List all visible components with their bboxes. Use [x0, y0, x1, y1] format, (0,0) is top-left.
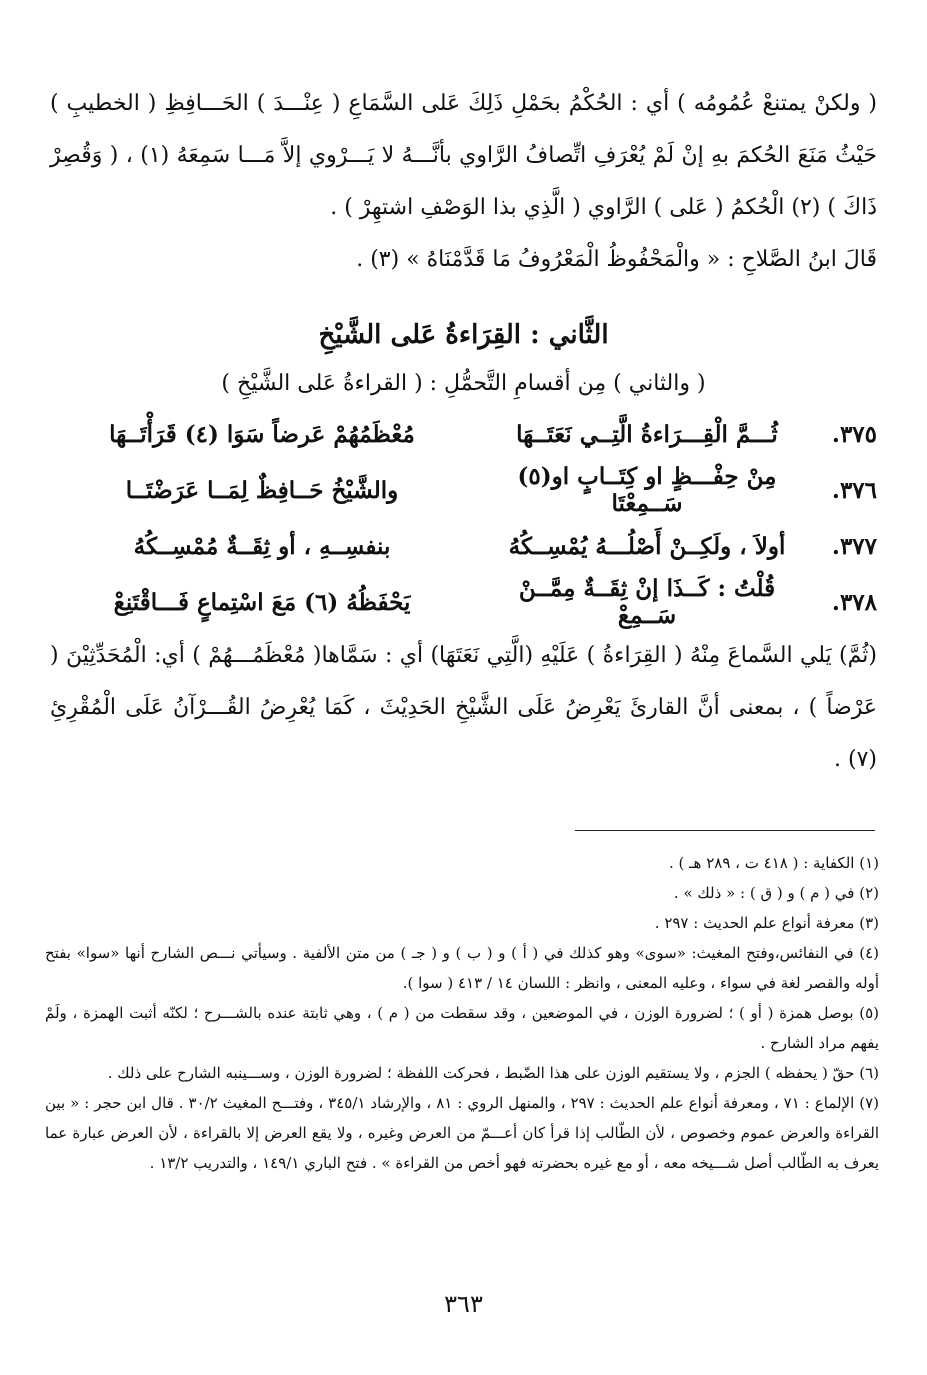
footnote-6: (٦) حقّ ( يحفظه ) الجزم ، ولا يستقيم الوزن على هذا الضّبط ، فحركت اللفظة ؛ لضرورة الوزن ، وســـينبه الشارح على ذلك .: [107, 1064, 879, 1082]
verse-number: ٣٧٧.: [831, 532, 877, 560]
paragraph-2: قَالَ ابنُ الصَّلاحِ : « والْمَحْفُوظُ الْمَعْرُوفُ مَا قَدَّمْنَاهُ » (٣) .: [356, 247, 877, 272]
verse-hemistich-second: يَحْفَظُهُ (٦) مَعَ اسْتِماعٍ فَـــاقْتَنِعْ: [113, 588, 411, 616]
section-heading: الثَّاني : القِرَاءةُ عَلى الشَّيْخِ: [318, 320, 609, 350]
footnote-1: (١) الكفاية : ( ٤١٨ ت ، ٢٨٩ هـ ) .: [668, 854, 879, 872]
verse-number: ٣٧٥.: [831, 420, 877, 448]
paragraph-3: (ثُمَّ) يَلي السَّماعَ مِنْهُ ( القِرَاءةُ ) عَلَيْهِ (الَّتِي نَعَتَهَا) أي : سَمَّاها( مُعْظَمُـــهُمْ ) أي: الْمُحَدِّثِيْنَ ( عَرْضاً ) ، بمعنى أنَّ القارئَ يَعْرِضُ عَلَى الشَّيْخِ الحَدِيْثَ ، كَمَا يُعْرِضُ القُـــرْآنُ عَلَى الْمُقْرِئِ (٧) .: [50, 643, 877, 772]
verse-376: [50, 462, 877, 518]
verse-hemistich-first: ثُـــمَّ الْقِـــرَاءةُ الَّتِــي نَعَتَــهَا: [516, 420, 778, 448]
footnote-divider: [575, 830, 875, 831]
verse-hemistich-first: أولاَ ، ولَكِــنْ أَصْلُـــهُ يُمْسِــكُهُ: [508, 532, 786, 560]
page-number: ٣٦٣: [444, 1290, 483, 1318]
verse-hemistich-second: والشَّيْخُ حَــافِظٌ لِمَــا عَرَضْتَــا: [125, 476, 399, 504]
footnote-2: (٢) في ( م ) و ( ق ) : « ذلك » .: [673, 884, 879, 902]
footnote-4: (٤) في النفائس،وفتح المغيث: «سوى» وهو كذلك في ( أ ) و ( ب ) و ( جـ ) من متن الألفية . وسيأتي نـــص الشارح أنها «سوا» بفتح أوله والقصر لغة في سواء ، وعليه المعنى ، وانظر : اللسان ١٤ / ٤١٣ ( سوا ).: [45, 944, 879, 992]
verse-375: [50, 406, 877, 462]
verse-377: [50, 518, 877, 574]
main-text: [50, 78, 877, 786]
verse-hemistich-second: بنفسِــهِ ، أو ثِقَــةٌ مُمْسِــكُهُ: [133, 532, 391, 560]
footnote-5: (٥) بوصل همزة ( أو ) ؛ لضرورة الوزن ، في الموضعين ، وقد سقطت من ( م ) ، وهي ثابتة عنده بالشـــرح ؛ لكنّه أثبت الهمزة ، ولَمْ يفهم مراد الشارح .: [45, 1004, 879, 1052]
verse-378: [50, 574, 877, 630]
verse-number: ٣٧٦.: [831, 476, 877, 504]
footnotes: [45, 848, 879, 1178]
footnote-7: (٧) الإلماع : ٧١ ، ومعرفة أنواع علم الحديث : ٢٩٧ ، والمنهل الروي : ٨١ ، والإرشاد ٣٤٥/١ ، وفتـــح المغيث ٣٠/٢ . قال ابن حجر : « بين القراءة والعرض عموم وخصوص ، لأن الطّالب إذا قرأ كان أعـــمّ من العرض وغيره ، ولا يقع العرض إلا بالقراءة ، لأن العرض عبارة عما يعرف به الطّالب أصل شـــيخه معه ، أو مع غيره بحضرته فهو أخص من القراءة » . فتح الباري ١٤٩/١ ، والتدريب ١٣/٢ .: [45, 1094, 879, 1172]
section-subheading: ( والثاني ) مِن أقسامِ التَّحمُّلِ : ( القراءةُ عَلى الشَّيْخِ ): [221, 371, 706, 396]
paragraph-1: ( ولكنْ يمتنعْ عُمُومُه ) أي : الحُكْمُ بحَمْلِ ذَلِكَ عَلى السَّمَاعِ ( عِنْـــدَ ) الحَـــافِظِ ( الخطيبِ ) حَيْثُ مَنَعَ الحُكمَ بهِ إنْ لَمْ يُعْرَفِ اتِّصافُ الرَّاوي بأنَّـــهُ لا يَـــرْوي إلاَّ مَـــا سَمِعَهُ (١) ، ( وَقُصِرْ ذَاكَ ) (٢) الْحُكمُ ( عَلى ) الرَّاوي ( الَّذِي بذا الوَصْفِ اشتهِرْ ) .: [50, 91, 877, 220]
footnote-3: (٣) معرفة أنواع علم الحديث : ٢٩٧ .: [654, 914, 879, 932]
verse-hemistich-first: قُلْتُ : كَــذَا إنْ ثِقَــةٌ مِمَّــنْ سَــمِعْ: [518, 575, 776, 629]
verse-hemistich-second: مُعْظَمُهُمْ عَرضاً سَوَا (٤) قَرَأْتَــهَا: [109, 420, 415, 448]
verse-number: ٣٧٨.: [831, 588, 877, 616]
verse-hemistich-first: مِنْ حِفْـــظٍ او كِتَــابٍ او(٥) سَــمِعْتَا: [517, 463, 777, 517]
